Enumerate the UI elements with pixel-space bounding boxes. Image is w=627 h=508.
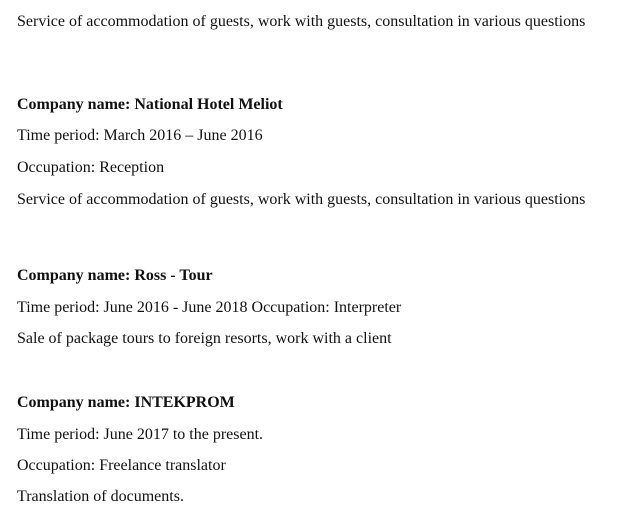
job-description: Sale of package tours to foreign resorts, work with a client (17, 330, 392, 347)
company-name: Company name: INTEKPROM (17, 394, 235, 411)
job-description-intro: Service of accommodation of guests, work with guests, consultation in various questions (17, 13, 586, 30)
company-name: Company name: National Hotel Meliot (17, 96, 283, 113)
company-name: Company name: Ross - Tour (17, 267, 213, 284)
time-period: Time period: June 2017 to the present. (17, 426, 264, 443)
occupation: Occupation: Freelance translator (17, 457, 226, 474)
time-period-occupation: Time period: June 2016 - June 2018 Occupation: Interpreter (17, 299, 402, 316)
time-period: Time period: March 2016 – June 2016 (17, 127, 263, 144)
occupation: Occupation: Reception (17, 159, 165, 176)
job-description: Translation of documents. (17, 488, 184, 505)
job-description: Service of accommodation of guests, work with guests, consultation in various questions (17, 191, 586, 208)
